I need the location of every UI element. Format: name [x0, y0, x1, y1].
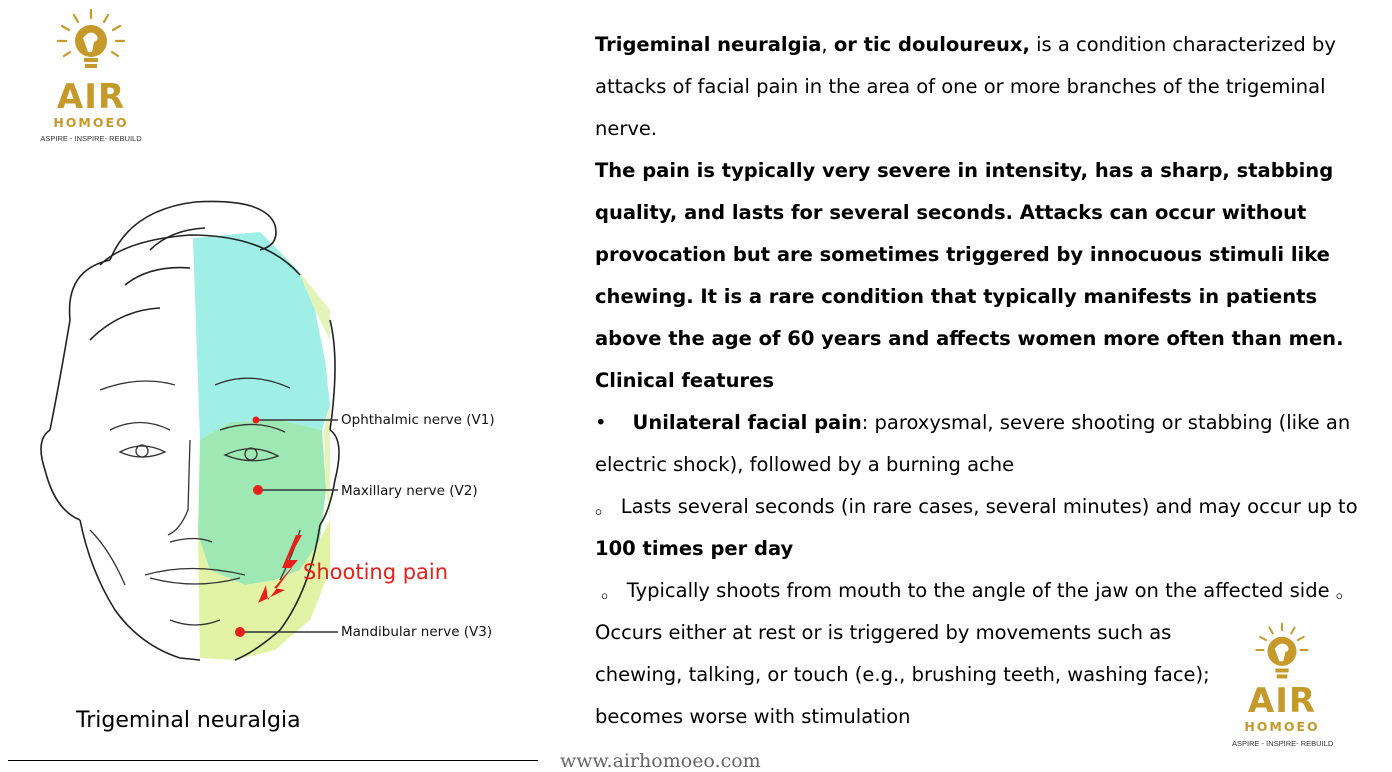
label-maxillary: Maxillary nerve (V2): [341, 483, 478, 499]
v1-marker: [253, 417, 260, 424]
footer-url[interactable]: www.airhomoeo.com: [560, 750, 761, 772]
sub-item-duration: 。 Lasts several seconds (in rare cases, several minutes) and may occur up to 100 times per day: [595, 495, 1358, 560]
term-trigeminal: Trigeminal neuralgia: [595, 33, 822, 56]
bullet-rest: : paroxysmal, severe shooting or stabbing (like an electric shock), followed by a burning ache: [595, 411, 1351, 476]
bullet-icon: •: [595, 411, 607, 434]
brand-logo-top: [38, 8, 144, 142]
v2-marker: [253, 485, 263, 495]
face-illustration: [30, 190, 530, 700]
intro-rest: is a condition characterized by attacks of facial pain in the area of one or more branches of the trigeminal nerve.: [595, 33, 1336, 140]
ophthalmic-region: [193, 232, 330, 440]
footer-divider: [8, 760, 538, 761]
bullet-item: [595, 402, 1385, 486]
label-mandibular: Mandibular nerve (V3): [341, 624, 493, 640]
label-shooting-pain: Shooting pain: [303, 560, 449, 584]
section-heading: Clinical features: [595, 369, 774, 392]
lightbulb-logo-icon: [1247, 622, 1317, 682]
logo-name-text: HOMOEO: [1244, 719, 1320, 734]
sub-bullet-icon: 。: [601, 579, 621, 602]
bullet-term: Unilateral facial pain: [632, 411, 862, 434]
illustration-caption: Trigeminal neuralgia: [76, 708, 301, 733]
label-ophthalmic: Ophthalmic nerve (V1): [341, 412, 495, 428]
logo-brand-text: AIR: [56, 77, 126, 117]
brand-logo-bottom: [1232, 622, 1332, 747]
lightbulb-logo-icon: [38, 8, 144, 78]
logo-brand-text: AIR: [1247, 681, 1317, 721]
sub-item-location: 。 Typically shoots from mouth to the angle of the jaw on the affected side 。: [601, 579, 1356, 602]
logo-name-text: HOMOEO: [53, 115, 129, 130]
sub-bullet-icon: 。: [595, 495, 615, 518]
v3-marker: [235, 627, 245, 637]
intro-paragraph: Trigeminal neuralgia, or tic douloureux, is a condition characterized by attacks of facial pain in the area of one or more branches of the trigeminal nerve.: [595, 33, 1336, 140]
logo-tagline: ASPIRE - INSPIRE- REBUILD: [1232, 738, 1334, 748]
logo-tagline: ASPIRE - INSPIRE- REBUILD: [40, 133, 142, 143]
severity-paragraph: The pain is typically very severe in intensity, has a sharp, stabbing quality, and lasts for several seconds. Attacks can occur without provocation but are sometimes triggered by innocuous stimuli like chewing. It is a rare condition that typically manifests in patients above the age of 60 years and affects women more often than men.: [595, 159, 1344, 350]
sub-item-triggers: Occurs either at rest or is triggered by movements such as chewing, talking, or touch (e.g., brushing teeth, washing face); becomes worse with stimulation: [595, 621, 1210, 728]
term-tic: or tic douloureux,: [833, 33, 1030, 56]
